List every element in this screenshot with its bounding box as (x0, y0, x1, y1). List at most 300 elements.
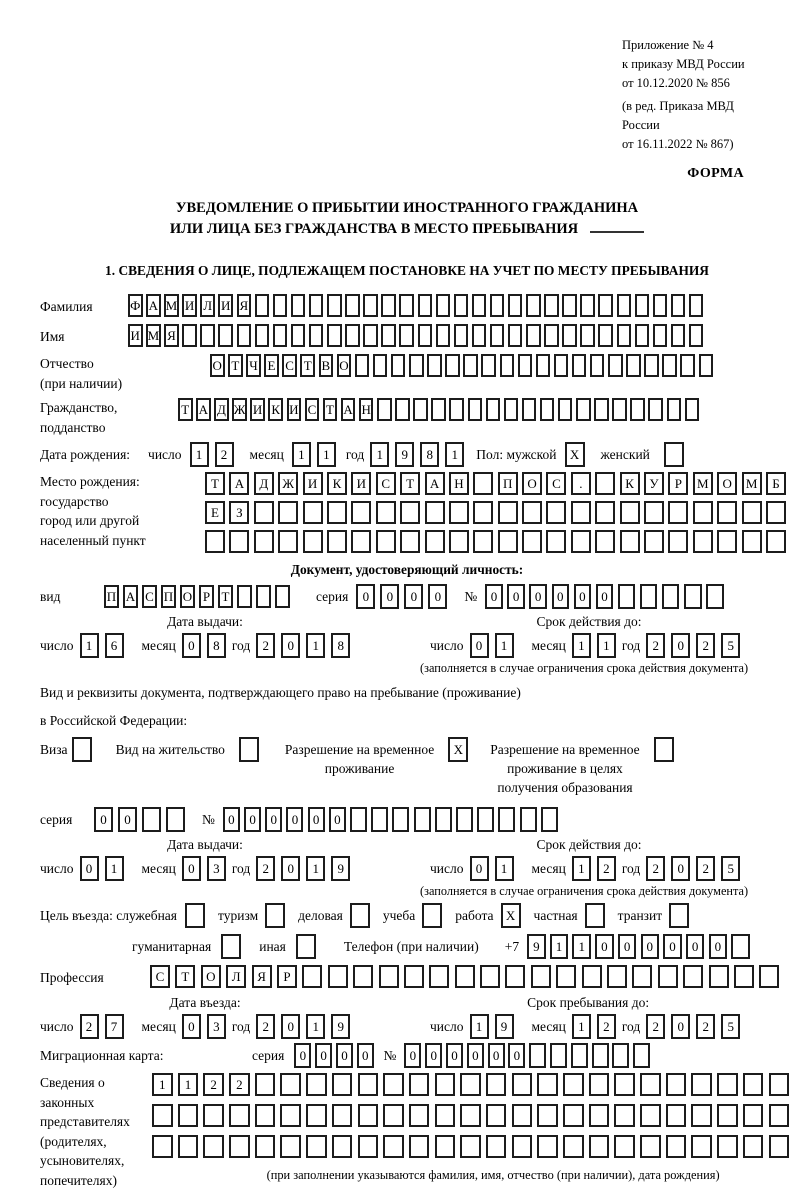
birth-place-cell[interactable] (449, 530, 469, 553)
representative-cell[interactable] (563, 1135, 584, 1158)
representative-cell[interactable] (409, 1104, 430, 1127)
representative-cell[interactable] (460, 1135, 481, 1158)
firstname-cell[interactable] (255, 324, 270, 347)
firstname-cell[interactable] (454, 324, 469, 347)
representative-cell[interactable] (666, 1135, 687, 1158)
citizenship-cell[interactable] (685, 398, 700, 421)
surname-cell[interactable]: И (218, 294, 233, 317)
representative-cell[interactable] (537, 1104, 558, 1127)
expiry-month-cell[interactable]: 1 (597, 633, 616, 658)
rvp-number-cell[interactable] (456, 807, 473, 832)
patronymic-cell[interactable] (391, 354, 406, 377)
rvp-issue-year-cell[interactable]: 2 (256, 856, 275, 881)
doc-type-cell[interactable]: П (161, 585, 176, 608)
surname-cell[interactable] (327, 294, 342, 317)
representative-cell[interactable] (435, 1073, 456, 1096)
profession-cell[interactable] (632, 965, 652, 988)
doc-number-cell[interactable]: 0 (485, 584, 503, 609)
representative-cell[interactable] (358, 1104, 379, 1127)
doc-type-cell[interactable]: А (123, 585, 138, 608)
representative-cell[interactable] (769, 1073, 790, 1096)
rvp-series-cell[interactable] (166, 807, 185, 832)
citizenship-cell[interactable]: Н (359, 398, 374, 421)
sex-female-checkbox[interactable] (664, 442, 684, 467)
migration-number-cell[interactable]: 0 (446, 1043, 463, 1068)
birth-place-cell[interactable]: А (229, 472, 249, 495)
patronymic-cell[interactable] (518, 354, 533, 377)
patronymic-cell[interactable] (427, 354, 442, 377)
rvp-number-cell[interactable] (371, 807, 388, 832)
birth-place-cell[interactable]: М (693, 472, 713, 495)
surname-cell[interactable] (309, 294, 324, 317)
citizenship-cell[interactable] (667, 398, 682, 421)
representative-cell[interactable] (178, 1104, 199, 1127)
patronymic-cell[interactable] (572, 354, 587, 377)
firstname-cell[interactable] (490, 324, 505, 347)
doc-series-cell[interactable]: 0 (380, 584, 399, 609)
firstname-cell[interactable] (418, 324, 433, 347)
firstname-cell[interactable] (617, 324, 632, 347)
purpose-business-checkbox[interactable] (350, 903, 370, 928)
birth-place-cell[interactable]: Р (668, 472, 688, 495)
firstname-cell[interactable] (399, 324, 414, 347)
expiry-day-cell[interactable]: 1 (495, 633, 514, 658)
migration-number-cell[interactable] (612, 1043, 629, 1068)
profession-cell[interactable] (480, 965, 500, 988)
expiry-year-cell[interactable]: 5 (721, 633, 740, 658)
migration-number-cell[interactable]: 0 (488, 1043, 505, 1068)
birth-place-cell[interactable]: М (742, 472, 762, 495)
firstname-cell[interactable] (653, 324, 668, 347)
surname-cell[interactable] (291, 294, 306, 317)
rvp-issue-year-cell[interactable]: 9 (331, 856, 350, 881)
doc-type-cell[interactable] (256, 585, 271, 608)
surname-cell[interactable] (580, 294, 595, 317)
representative-cell[interactable] (614, 1135, 635, 1158)
stay-year-cell[interactable]: 2 (696, 1014, 715, 1039)
surname-cell[interactable] (617, 294, 632, 317)
rvp-expiry-year-cell[interactable]: 2 (646, 856, 665, 881)
surname-cell[interactable] (255, 294, 270, 317)
firstname-cell[interactable] (309, 324, 324, 347)
rvp-issue-month-cell[interactable]: 0 (182, 856, 201, 881)
phone-digit-cell[interactable]: 0 (663, 934, 682, 959)
doc-type-cell[interactable]: О (180, 585, 195, 608)
patronymic-cell[interactable] (699, 354, 714, 377)
birth-place-cell[interactable] (229, 530, 249, 553)
birth-year-cell[interactable]: 1 (370, 442, 389, 467)
birth-month-cell[interactable]: 1 (292, 442, 311, 467)
phone-digit-cell[interactable]: 0 (709, 934, 728, 959)
profession-cell[interactable] (531, 965, 551, 988)
patronymic-cell[interactable] (500, 354, 515, 377)
migration-number-cell[interactable]: 0 (508, 1043, 525, 1068)
representative-cell[interactable] (512, 1104, 533, 1127)
representative-cell[interactable] (691, 1073, 712, 1096)
migration-series-cell[interactable]: 0 (357, 1043, 374, 1068)
citizenship-cell[interactable] (504, 398, 519, 421)
birth-place-cell[interactable] (522, 530, 542, 553)
firstname-cell[interactable] (671, 324, 686, 347)
birth-place-cell[interactable]: А (425, 472, 445, 495)
profession-cell[interactable] (429, 965, 449, 988)
rvp-expiry-day-cell[interactable]: 1 (495, 856, 514, 881)
expiry-day-cell[interactable]: 0 (470, 633, 489, 658)
purpose-transit-checkbox[interactable] (669, 903, 689, 928)
profession-cell[interactable] (556, 965, 576, 988)
citizenship-cell[interactable]: Д (214, 398, 229, 421)
surname-cell[interactable] (526, 294, 541, 317)
patronymic-cell[interactable] (536, 354, 551, 377)
surname-cell[interactable] (472, 294, 487, 317)
patronymic-cell[interactable] (481, 354, 496, 377)
issue-year-cell[interactable]: 2 (256, 633, 275, 658)
representative-cell[interactable] (229, 1135, 250, 1158)
surname-cell[interactable] (363, 294, 378, 317)
doc-number-cell[interactable]: 0 (529, 584, 547, 609)
firstname-cell[interactable] (273, 324, 288, 347)
surname-cell[interactable] (454, 294, 469, 317)
representative-cell[interactable] (691, 1135, 712, 1158)
representative-cell[interactable] (743, 1135, 764, 1158)
temp-permit-checkbox[interactable]: X (448, 737, 468, 762)
doc-series-cell[interactable]: 0 (428, 584, 447, 609)
doc-number-cell[interactable] (706, 584, 724, 609)
firstname-cell[interactable] (237, 324, 252, 347)
representative-cell[interactable] (717, 1135, 738, 1158)
birth-place-cell[interactable]: Н (449, 472, 469, 495)
rvp-series-cell[interactable] (142, 807, 161, 832)
doc-number-cell[interactable]: 0 (552, 584, 570, 609)
birth-place-cell[interactable]: С (546, 472, 566, 495)
birth-year-cell[interactable]: 9 (395, 442, 414, 467)
doc-type-cell[interactable] (275, 585, 290, 608)
representative-cell[interactable] (229, 1104, 250, 1127)
purpose-study-checkbox[interactable] (422, 903, 442, 928)
migration-number-cell[interactable] (571, 1043, 588, 1068)
representative-cell[interactable] (640, 1073, 661, 1096)
firstname-cell[interactable] (182, 324, 197, 347)
sex-male-checkbox[interactable]: X (565, 442, 585, 467)
firstname-cell[interactable]: М (146, 324, 161, 347)
citizenship-cell[interactable]: Ж (232, 398, 247, 421)
doc-type-cell[interactable]: Т (218, 585, 233, 608)
rvp-issue-day-cell[interactable]: 0 (80, 856, 99, 881)
patronymic-cell[interactable] (463, 354, 478, 377)
surname-cell[interactable] (544, 294, 559, 317)
surname-cell[interactable] (562, 294, 577, 317)
profession-cell[interactable] (759, 965, 779, 988)
citizenship-cell[interactable] (576, 398, 591, 421)
birth-place-cell[interactable] (717, 501, 737, 524)
patronymic-cell[interactable]: Ч (246, 354, 261, 377)
phone-digit-cell[interactable] (731, 934, 750, 959)
birth-place-cell[interactable] (473, 472, 493, 495)
rvp-issue-year-cell[interactable]: 0 (281, 856, 300, 881)
birth-place-cell[interactable] (254, 530, 274, 553)
representative-cell[interactable] (383, 1135, 404, 1158)
rvp-expiry-day-cell[interactable]: 0 (470, 856, 489, 881)
surname-cell[interactable]: Л (200, 294, 215, 317)
profession-cell[interactable] (734, 965, 754, 988)
firstname-cell[interactable]: И (128, 324, 143, 347)
firstname-cell[interactable] (635, 324, 650, 347)
patronymic-cell[interactable] (373, 354, 388, 377)
birth-place-cell[interactable] (668, 501, 688, 524)
citizenship-cell[interactable] (377, 398, 392, 421)
purpose-official-checkbox[interactable] (185, 903, 205, 928)
surname-cell[interactable] (653, 294, 668, 317)
migration-series-cell[interactable]: 0 (294, 1043, 311, 1068)
representative-cell[interactable] (435, 1104, 456, 1127)
surname-cell[interactable] (508, 294, 523, 317)
representative-cell[interactable] (717, 1073, 738, 1096)
entry-year-cell[interactable]: 0 (281, 1014, 300, 1039)
firstname-cell[interactable] (327, 324, 342, 347)
birth-place-cell[interactable] (620, 530, 640, 553)
birth-place-cell[interactable] (303, 501, 323, 524)
firstname-cell[interactable] (598, 324, 613, 347)
patronymic-cell[interactable] (445, 354, 460, 377)
surname-cell[interactable] (273, 294, 288, 317)
profession-cell[interactable] (505, 965, 525, 988)
citizenship-cell[interactable]: А (196, 398, 211, 421)
birth-place-cell[interactable] (351, 530, 371, 553)
stay-year-cell[interactable]: 0 (671, 1014, 690, 1039)
patronymic-cell[interactable] (590, 354, 605, 377)
rvp-number-cell[interactable]: 0 (244, 807, 261, 832)
birth-place-cell[interactable] (376, 530, 396, 553)
purpose-work-checkbox[interactable]: X (501, 903, 521, 928)
profession-cell[interactable] (582, 965, 602, 988)
representative-cell[interactable] (280, 1073, 301, 1096)
representative-cell[interactable] (306, 1073, 327, 1096)
issue-day-cell[interactable]: 6 (105, 633, 124, 658)
citizenship-cell[interactable] (431, 398, 446, 421)
citizenship-cell[interactable] (468, 398, 483, 421)
representative-cell[interactable] (332, 1135, 353, 1158)
issue-year-cell[interactable]: 8 (331, 633, 350, 658)
birth-place-cell[interactable] (668, 530, 688, 553)
profession-cell[interactable] (658, 965, 678, 988)
purpose-tourism-checkbox[interactable] (265, 903, 285, 928)
representative-cell[interactable] (255, 1073, 276, 1096)
representative-cell[interactable] (203, 1104, 224, 1127)
representative-cell[interactable] (435, 1135, 456, 1158)
patronymic-cell[interactable] (554, 354, 569, 377)
birth-place-cell[interactable] (327, 530, 347, 553)
firstname-cell[interactable] (291, 324, 306, 347)
birth-day-cell[interactable]: 1 (190, 442, 209, 467)
birth-place-cell[interactable] (595, 472, 615, 495)
birth-place-cell[interactable]: К (620, 472, 640, 495)
representative-cell[interactable] (563, 1073, 584, 1096)
birth-place-cell[interactable] (742, 501, 762, 524)
firstname-cell[interactable] (363, 324, 378, 347)
birth-place-cell[interactable]: О (717, 472, 737, 495)
rvp-number-cell[interactable] (392, 807, 409, 832)
birth-place-cell[interactable] (717, 530, 737, 553)
phone-digit-cell[interactable]: 1 (550, 934, 569, 959)
doc-number-cell[interactable] (618, 584, 636, 609)
migration-number-cell[interactable]: 0 (404, 1043, 421, 1068)
rvp-issue-month-cell[interactable]: 3 (207, 856, 226, 881)
migration-number-cell[interactable] (529, 1043, 546, 1068)
representative-cell[interactable] (203, 1135, 224, 1158)
representative-cell[interactable] (537, 1073, 558, 1096)
firstname-cell[interactable] (508, 324, 523, 347)
citizenship-cell[interactable]: Т (323, 398, 338, 421)
rvp-number-cell[interactable] (477, 807, 494, 832)
representative-cell[interactable] (383, 1073, 404, 1096)
surname-cell[interactable]: Я (237, 294, 252, 317)
birth-month-cell[interactable]: 1 (317, 442, 336, 467)
doc-number-cell[interactable]: 0 (507, 584, 525, 609)
stay-year-cell[interactable]: 5 (721, 1014, 740, 1039)
doc-number-cell[interactable]: 0 (574, 584, 592, 609)
patronymic-cell[interactable]: Е (264, 354, 279, 377)
firstname-cell[interactable] (218, 324, 233, 347)
expiry-month-cell[interactable]: 1 (572, 633, 591, 658)
profession-cell[interactable] (683, 965, 703, 988)
citizenship-cell[interactable]: И (287, 398, 302, 421)
birth-place-cell[interactable] (693, 501, 713, 524)
surname-cell[interactable]: М (164, 294, 179, 317)
rvp-number-cell[interactable] (435, 807, 452, 832)
phone-digit-cell[interactable]: 1 (572, 934, 591, 959)
rvp-issue-year-cell[interactable]: 1 (306, 856, 325, 881)
representative-cell[interactable] (486, 1135, 507, 1158)
representative-cell[interactable] (769, 1135, 790, 1158)
surname-cell[interactable] (490, 294, 505, 317)
surname-cell[interactable] (598, 294, 613, 317)
birth-place-cell[interactable] (254, 501, 274, 524)
birth-place-cell[interactable] (571, 501, 591, 524)
birth-place-cell[interactable] (644, 530, 664, 553)
migration-number-cell[interactable]: 0 (467, 1043, 484, 1068)
representative-cell[interactable] (589, 1073, 610, 1096)
stay-month-cell[interactable]: 1 (572, 1014, 591, 1039)
doc-number-cell[interactable]: 0 (596, 584, 614, 609)
citizenship-cell[interactable] (540, 398, 555, 421)
issue-year-cell[interactable]: 1 (306, 633, 325, 658)
citizenship-cell[interactable] (630, 398, 645, 421)
representative-cell[interactable] (306, 1104, 327, 1127)
doc-type-cell[interactable]: Р (199, 585, 214, 608)
birth-place-cell[interactable]: С (376, 472, 396, 495)
phone-digit-cell[interactable]: 0 (595, 934, 614, 959)
patronymic-cell[interactable] (680, 354, 695, 377)
birth-place-cell[interactable] (766, 530, 786, 553)
patronymic-cell[interactable] (608, 354, 623, 377)
profession-cell[interactable] (353, 965, 373, 988)
birth-place-cell[interactable] (303, 530, 323, 553)
doc-series-cell[interactable]: 0 (356, 584, 375, 609)
rvp-number-cell[interactable]: 0 (265, 807, 282, 832)
patronymic-cell[interactable]: О (337, 354, 352, 377)
birth-place-cell[interactable] (351, 501, 371, 524)
expiry-year-cell[interactable]: 0 (671, 633, 690, 658)
patronymic-cell[interactable]: Т (300, 354, 315, 377)
patronymic-cell[interactable]: В (319, 354, 334, 377)
entry-year-cell[interactable]: 1 (306, 1014, 325, 1039)
phone-digit-cell[interactable]: 0 (686, 934, 705, 959)
representative-cell[interactable]: 1 (178, 1073, 199, 1096)
issue-day-cell[interactable]: 1 (80, 633, 99, 658)
profession-cell[interactable]: Р (277, 965, 297, 988)
rvp-number-cell[interactable]: 0 (308, 807, 325, 832)
surname-cell[interactable] (635, 294, 650, 317)
patronymic-cell[interactable] (626, 354, 641, 377)
rvp-expiry-year-cell[interactable]: 0 (671, 856, 690, 881)
representative-cell[interactable] (358, 1135, 379, 1158)
entry-year-cell[interactable]: 2 (256, 1014, 275, 1039)
citizenship-cell[interactable] (395, 398, 410, 421)
stay-month-cell[interactable]: 2 (597, 1014, 616, 1039)
representative-cell[interactable] (280, 1135, 301, 1158)
profession-cell[interactable]: Л (226, 965, 246, 988)
citizenship-cell[interactable]: С (305, 398, 320, 421)
representative-cell[interactable] (358, 1073, 379, 1096)
representative-cell[interactable] (640, 1135, 661, 1158)
birth-place-cell[interactable] (473, 530, 493, 553)
representative-cell[interactable] (589, 1135, 610, 1158)
surname-cell[interactable] (381, 294, 396, 317)
representative-cell[interactable] (614, 1073, 635, 1096)
birth-place-cell[interactable] (620, 501, 640, 524)
residence-permit-checkbox[interactable] (239, 737, 259, 762)
rvp-number-cell[interactable] (350, 807, 367, 832)
patronymic-cell[interactable] (662, 354, 677, 377)
birth-place-cell[interactable] (571, 530, 591, 553)
representative-cell[interactable] (589, 1104, 610, 1127)
surname-cell[interactable] (689, 294, 704, 317)
birth-place-cell[interactable] (327, 501, 347, 524)
patronymic-cell[interactable] (409, 354, 424, 377)
birth-place-cell[interactable] (595, 501, 615, 524)
profession-cell[interactable] (302, 965, 322, 988)
migration-number-cell[interactable] (550, 1043, 567, 1068)
birth-place-cell[interactable] (278, 501, 298, 524)
rvp-number-cell[interactable] (414, 807, 431, 832)
rvp-number-cell[interactable] (520, 807, 537, 832)
birth-year-cell[interactable]: 8 (420, 442, 439, 467)
representative-cell[interactable] (460, 1073, 481, 1096)
entry-day-cell[interactable]: 2 (80, 1014, 99, 1039)
citizenship-cell[interactable] (449, 398, 464, 421)
profession-cell[interactable] (379, 965, 399, 988)
representative-cell[interactable] (409, 1073, 430, 1096)
birth-place-cell[interactable] (205, 530, 225, 553)
representative-cell[interactable]: 2 (229, 1073, 250, 1096)
rvp-number-cell[interactable] (498, 807, 515, 832)
representative-cell[interactable] (486, 1104, 507, 1127)
birth-place-cell[interactable] (595, 530, 615, 553)
migration-series-cell[interactable]: 0 (315, 1043, 332, 1068)
rvp-series-cell[interactable]: 0 (94, 807, 113, 832)
representative-cell[interactable] (512, 1073, 533, 1096)
representative-cell[interactable] (743, 1073, 764, 1096)
birth-place-cell[interactable]: Т (400, 472, 420, 495)
migration-number-cell[interactable]: 0 (425, 1043, 442, 1068)
issue-month-cell[interactable]: 0 (182, 633, 201, 658)
birth-place-cell[interactable]: О (522, 472, 542, 495)
representative-cell[interactable] (460, 1104, 481, 1127)
birth-place-cell[interactable]: Ж (278, 472, 298, 495)
surname-cell[interactable] (671, 294, 686, 317)
stay-year-cell[interactable]: 2 (646, 1014, 665, 1039)
birth-place-cell[interactable] (546, 501, 566, 524)
